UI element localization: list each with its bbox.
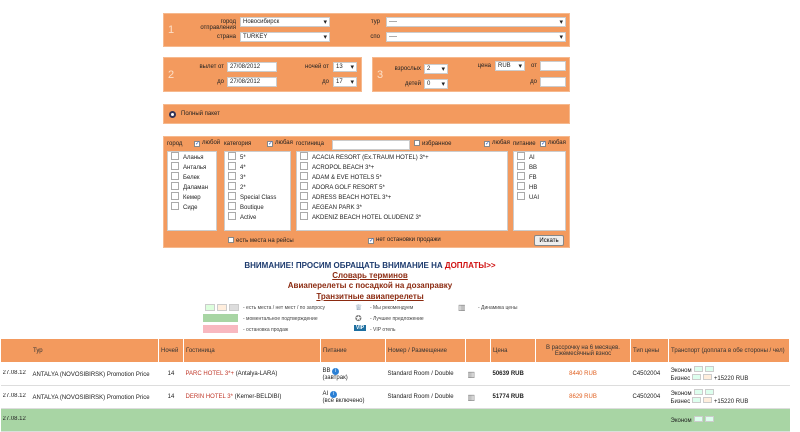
price-cell: 50639 RUB: [492, 371, 524, 377]
vip-icon: VIP: [356, 325, 365, 331]
date-cell: 27.08.12: [2, 370, 26, 376]
nights-cell: 14: [167, 371, 175, 377]
econom-label: Эконом: [670, 391, 692, 397]
nights-from-select[interactable]: 13 ▾: [333, 62, 357, 72]
list-item[interactable]: BB: [514, 162, 565, 172]
col-hotel: Гостиница: [184, 339, 321, 363]
seat-button[interactable]: [703, 374, 712, 380]
info-icon[interactable]: i: [332, 368, 339, 375]
step-number: 3: [377, 69, 384, 81]
seat-button[interactable]: [705, 416, 714, 422]
price-label: цена: [477, 63, 491, 69]
list-item[interactable]: 4*: [225, 162, 290, 172]
table-row[interactable]: [1, 386, 790, 409]
hotel-list[interactable]: [296, 151, 508, 231]
table-row[interactable]: [1, 363, 790, 386]
price-type-cell: C4502004: [632, 371, 661, 377]
col-transport: Транспорт (доплата в обе стороны / чел): [669, 339, 790, 363]
step3-panel: [372, 57, 570, 92]
adults-select[interactable]: 2 ▾: [424, 64, 448, 74]
meal-cell: AI: [322, 390, 329, 397]
attention-line: ВНИМАНИЕ! ПРОСИМ ОБРАЩАТЬ ВНИМАНИЕ НА ДОПЛАТЫ>>: [244, 261, 496, 270]
stop-sale-swatch: [203, 325, 238, 333]
meal-any-checkbox[interactable]: ✓ любая: [541, 140, 566, 147]
col-dynamics: [466, 339, 491, 363]
business-label: Бизнес: [670, 399, 691, 405]
step1-panel: [163, 13, 570, 47]
table-row[interactable]: [1, 409, 790, 432]
seat-button[interactable]: [692, 397, 701, 403]
step-number: 1: [168, 24, 175, 36]
step2-panel: [163, 57, 362, 92]
seat-button[interactable]: [694, 389, 703, 395]
hotel-search-input[interactable]: [332, 140, 410, 150]
list-item[interactable]: 2*: [225, 182, 290, 192]
hotel-filter-label: гостиница: [296, 141, 324, 147]
list-item[interactable]: AEGEAN PARK 3*: [297, 202, 507, 212]
list-item[interactable]: Белек: [168, 172, 216, 182]
list-item[interactable]: AKDENIZ BEACH HOTEL OLUDENIZ 3*: [297, 212, 507, 222]
price-type-cell: C4502004: [632, 394, 661, 400]
category-filter-label: категория: [224, 141, 252, 147]
glossary-link[interactable]: Словарь терминов: [332, 271, 408, 280]
adults-label: взрослых: [394, 66, 421, 72]
legend-stop: - остановка продаж: [243, 327, 289, 333]
list-item[interactable]: ACACIA RESORT (Ex.TRAUM HOTEL) 3*+: [297, 152, 507, 162]
spo-label: спо: [370, 34, 380, 40]
depart-from-input[interactable]: 27/08/2012: [227, 62, 277, 72]
list-item[interactable]: Анталья: [168, 162, 216, 172]
depart-to-input[interactable]: 27/08/2012: [227, 77, 277, 87]
tour-cell: ANTALYA (NOVOSIBIRSK) Promotion Price: [32, 372, 150, 378]
legend-seats: - есть места / нет мест / по запросу: [243, 305, 325, 311]
col-price-type: Тип цены: [631, 339, 669, 363]
city-any-checkbox[interactable]: ✓ любой: [195, 140, 221, 147]
date-cell: 27.08.12: [2, 393, 26, 399]
table-header: [1, 339, 790, 363]
list-item[interactable]: AI: [514, 152, 565, 162]
list-item[interactable]: Кемер: [168, 192, 216, 202]
seats-available-swatch: [205, 304, 215, 311]
seat-button[interactable]: [705, 366, 714, 372]
legend-instant: - моментальное подтверждение: [243, 316, 318, 322]
refuel-flights-link[interactable]: Авиаперелеты с посадкой на дозаправку: [287, 281, 453, 290]
seat-button[interactable]: [705, 389, 714, 395]
best-offer-icon: ✪: [355, 314, 362, 323]
seat-button[interactable]: [703, 397, 712, 403]
legend-best: - Лучшее предложение: [370, 316, 424, 322]
from-city-label: город отправления: [200, 19, 236, 31]
col-tour: Тур: [1, 339, 159, 363]
extras-link[interactable]: ДОПЛАТЫ>>: [444, 261, 496, 270]
nights-from-label: ночей от: [305, 64, 329, 70]
price-from-label: от: [531, 63, 537, 69]
meal-cell: BB: [322, 367, 331, 374]
depart-from-label: вылет от: [199, 64, 224, 70]
info-icon[interactable]: i: [330, 391, 337, 398]
recommend-icon: ♕: [355, 303, 363, 312]
price-from-input[interactable]: [540, 61, 566, 71]
col-room: Номер / Размещение: [386, 339, 466, 363]
full-package-label: Полный пакет: [181, 111, 220, 117]
list-item[interactable]: Boutique: [225, 202, 290, 212]
legend: [203, 303, 563, 338]
col-price: Цена: [491, 339, 536, 363]
no-stop-sale-checkbox[interactable]: ✓ нет остановки продажи: [369, 237, 441, 244]
favorites-checkbox[interactable]: избранное: [414, 140, 451, 147]
list-item[interactable]: Special Class: [225, 192, 290, 202]
surcharge: +15220 RUB: [713, 399, 749, 405]
list-item[interactable]: FB: [514, 172, 565, 182]
legend-recommend: - Мы рекомендуем: [370, 305, 414, 311]
col-meal: Питание: [321, 339, 386, 363]
installment-cell: 8629 RUB: [569, 394, 597, 400]
legend-vip: - VIP отель: [370, 327, 396, 333]
tour-label: тур: [370, 19, 380, 25]
room-cell: Standard Room / Double: [387, 371, 454, 377]
nights-cell: 14: [167, 394, 175, 400]
list-item[interactable]: ADAM & EVE HOTELS 5*: [297, 172, 507, 182]
col-installment: В рассрочку на 6 месяцев. Ежемесячный взнос: [536, 339, 631, 363]
hotel-link[interactable]: DERIN HOTEL 3*: [185, 394, 233, 400]
business-label: Бизнес: [670, 376, 691, 382]
col-nights: Ночей: [159, 339, 184, 363]
city-filter-label: город: [167, 141, 183, 147]
nights-to-label: до: [322, 79, 329, 85]
list-item[interactable]: 3*: [225, 172, 290, 182]
surcharge: +15220 RUB: [713, 376, 749, 382]
category-any-checkbox[interactable]: ✓ любая: [268, 140, 293, 147]
seats-checkbox[interactable]: есть места на рейсы: [228, 237, 294, 244]
room-cell: Standard Room / Double: [387, 394, 454, 400]
depart-to-label: до: [217, 79, 224, 85]
tour-cell: ANTALYA (NOVOSIBIRSK) Promotion Price: [32, 395, 150, 401]
transit-flights-link[interactable]: Транзитные авиаперелеты: [316, 292, 424, 301]
step-number: 2: [168, 69, 175, 81]
children-label: детей: [404, 81, 421, 87]
hotel-any-checkbox[interactable]: ✓ любая: [485, 140, 510, 147]
nights-to-select[interactable]: 17 ▾: [333, 77, 357, 87]
price-dynamics-icon[interactable]: ▥: [467, 392, 476, 402]
list-item[interactable]: 5*: [225, 152, 290, 162]
package-panel: [163, 104, 570, 124]
hotel-link[interactable]: PARC HOTEL 3*+: [185, 371, 235, 377]
price-dynamics-icon: ▥: [458, 303, 466, 312]
from-city-select[interactable]: Новосибирск ▾: [240, 17, 330, 27]
region-cell: (Kemer-BELDIBI): [234, 394, 282, 400]
meal-list[interactable]: [513, 151, 566, 231]
price-cell: 51774 RUB: [492, 394, 524, 400]
legend-dynamics: - Динамика цены: [478, 305, 518, 311]
meal-desc: (завтрак): [322, 374, 348, 381]
list-item[interactable]: Даламан: [168, 182, 216, 192]
instant-confirm-swatch: [203, 314, 238, 322]
currency-select[interactable]: RUB ▾: [495, 61, 525, 71]
no-seats-swatch: [217, 304, 227, 311]
price-to-label: до: [530, 79, 537, 85]
list-item[interactable]: HB: [514, 182, 565, 192]
filters-panel: [163, 136, 570, 248]
list-item[interactable]: ACROPOL BEACH 3*+: [297, 162, 507, 172]
region-cell: (Antalya-LARA): [235, 371, 278, 377]
seat-button[interactable]: [692, 374, 701, 380]
list-item[interactable]: Аланья: [168, 152, 216, 162]
list-item[interactable]: ADORA GOLF RESORT 5*: [297, 182, 507, 192]
date-cell: 27.08.12: [2, 416, 26, 422]
price-to-input[interactable]: [540, 77, 566, 87]
tour-select[interactable]: ---- ▾: [386, 17, 566, 27]
list-item[interactable]: ADRESS BEACH HOTEL 3*+: [297, 192, 507, 202]
meal-filter-label: питание: [513, 141, 536, 147]
category-list[interactable]: [224, 151, 291, 231]
seat-button[interactable]: [694, 366, 703, 372]
list-item[interactable]: Active: [225, 212, 290, 222]
spo-select[interactable]: ---- ▾: [386, 32, 566, 42]
search-button[interactable]: Искать: [534, 235, 564, 246]
seat-button[interactable]: [694, 416, 703, 422]
city-list[interactable]: [167, 151, 217, 231]
installment-cell: 8440 RUB: [569, 371, 597, 377]
meal-desc: (все включено): [322, 397, 365, 404]
full-package-radio[interactable]: [169, 111, 176, 118]
econom-label: Эконом: [670, 368, 692, 374]
country-label: страна: [216, 34, 236, 40]
list-item[interactable]: UAI: [514, 192, 565, 202]
children-select[interactable]: 0 ▾: [424, 79, 448, 89]
list-item[interactable]: Сиде: [168, 202, 216, 212]
econom-label: Эконом: [670, 418, 692, 424]
on-request-swatch: [229, 304, 239, 311]
country-select[interactable]: TURKEY ▾: [240, 32, 330, 42]
price-dynamics-icon[interactable]: ▥: [467, 369, 476, 379]
